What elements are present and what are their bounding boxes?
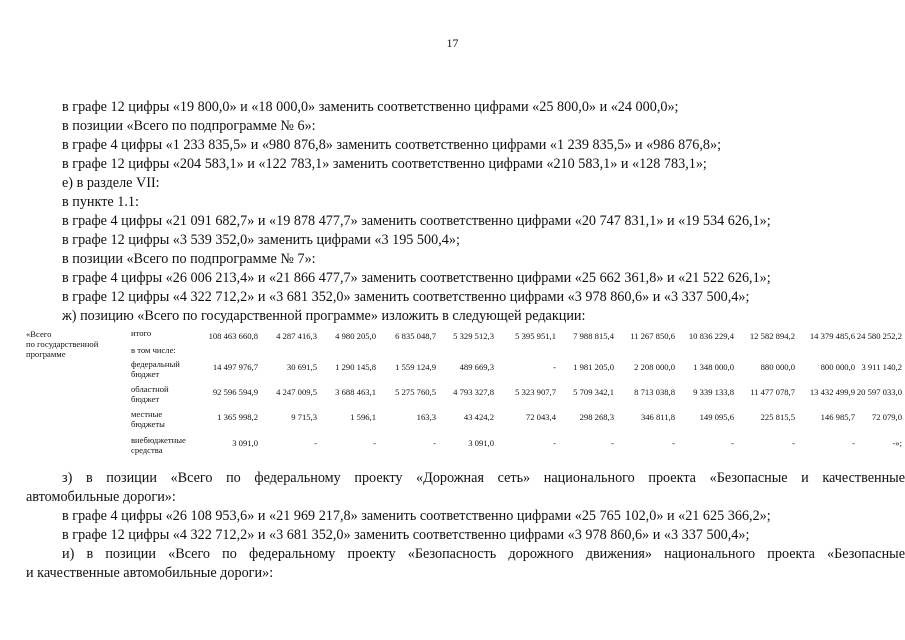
row-label-line: бюджет: [131, 369, 160, 379]
paragraph-line: в графе 12 цифры «4 322 712,2» и «3 681 352,0» заменить соответственно цифрами «3 978 860,6» и «3 337 500,4»;: [62, 527, 750, 543]
row-label-line: итого: [131, 328, 152, 338]
table-cell: 13 432 499,9: [809, 387, 855, 397]
table-cell: 298 268,3: [579, 412, 614, 422]
table-cell: 1 365 998,2: [217, 412, 258, 422]
table-cell: 489 669,3: [459, 362, 494, 372]
table-cell: 72 079,0: [871, 412, 902, 422]
table-cell: 880 000,0: [760, 362, 795, 372]
table-cell: 20 597 033,0: [856, 387, 902, 397]
row-label-line: внебюджетные: [131, 435, 186, 445]
table-cell: -: [373, 438, 376, 448]
table-cell: 92 596 594,9: [212, 387, 258, 397]
table-cell: 2 208 000,0: [634, 362, 675, 372]
paragraph-i: [62, 546, 905, 563]
table-cell: 7 988 815,4: [573, 331, 614, 341]
row-header-line: по государственной: [26, 339, 99, 349]
row-label: [131, 384, 169, 404]
text-line: в позиции «Всего по подпрограмме № 7»:: [62, 251, 316, 267]
table-cell: 9 339 133,8: [693, 387, 734, 397]
row-label: [131, 409, 165, 429]
table-cell: 11 267 850,6: [630, 331, 675, 341]
table-cell: 3 091,0: [232, 438, 258, 448]
page-number: 17: [446, 36, 459, 50]
row-label-line: бюджет: [131, 394, 160, 404]
table-cell: -: [611, 438, 614, 448]
table-cell: 6 835 048,7: [395, 331, 436, 341]
table-cell: 3 688 463,1: [335, 387, 376, 397]
row-label: [131, 345, 176, 355]
table-cell: 3 091,0: [468, 438, 494, 448]
table-cell: -: [553, 438, 556, 448]
row-label-line: федеральный: [131, 359, 180, 369]
table-cell: 108 463 660,8: [208, 331, 258, 341]
table-cell: 1 348 000,0: [693, 362, 734, 372]
row-label-line: областной: [131, 384, 169, 394]
table-cell: 9 715,3: [291, 412, 317, 422]
row-label-line: бюджеты: [131, 419, 165, 429]
row-label-line: местные: [131, 409, 163, 419]
text-line: в графе 12 цифры «204 583,1» и «122 783,1» заменить соответственно цифрами «210 583,1» и «128 783,1»;: [62, 156, 707, 172]
paragraph-line: и качественные автомобильные дороги»:: [26, 565, 274, 581]
table-cell: 225 815,5: [760, 412, 795, 422]
table-cell: 24 580 252,2: [856, 331, 902, 341]
text-line: ж) позицию «Всего по государственной программе» изложить в следующей редакции:: [62, 308, 586, 324]
table-cell: 163,3: [416, 412, 436, 422]
row-label: [131, 328, 151, 338]
text-line: е) в разделе VII:: [62, 175, 160, 191]
row-label-line: в том числе:: [131, 345, 176, 355]
table-cell: -: [672, 438, 675, 448]
table-cell: -: [553, 362, 556, 372]
text-line: в графе 12 цифры «19 800,0» и «18 000,0» заменить соответственно цифрами «25 800,0» и «24 000,0»;: [62, 99, 679, 115]
text-line: в графе 4 цифры «21 091 682,7» и «19 878 477,7» заменить соответственно цифрами «20 747 831,1» и «19 534 626,1»;: [62, 213, 771, 229]
table-cell: 4 247 009,5: [276, 387, 317, 397]
table-cell: 346 811,8: [640, 412, 675, 422]
table-cell: -: [731, 438, 734, 448]
table-cell: 11 477 078,7: [750, 387, 795, 397]
table-cell: 1 596,1: [350, 412, 376, 422]
table-cell: 1 290 145,8: [335, 362, 376, 372]
table-cell: 12 582 894,2: [749, 331, 795, 341]
paragraph-line: з) в позиции «Всего по федеральному проекту «Дорожная сеть» национального проекта «Безопасные и качественные: [62, 470, 905, 486]
text-line: в позиции «Всего по подпрограмме № 6»:: [62, 118, 316, 134]
table-cell: 14 497 976,7: [212, 362, 258, 372]
table-cell: -»;: [892, 438, 902, 448]
text-line: в графе 12 цифры «4 322 712,2» и «3 681 352,0» заменить соответственно цифрами «3 978 860,6» и «3 337 500,4»;: [62, 289, 750, 305]
table-cell: 8 713 038,8: [634, 387, 675, 397]
row-header-line: «Всего: [26, 329, 52, 339]
text-line: в графе 4 цифры «26 006 213,4» и «21 866 477,7» заменить соответственно цифрами «25 662 361,8» и «21 522 626,1»;: [62, 270, 771, 286]
table-cell: 3 911 140,2: [861, 362, 902, 372]
paragraph-z: [62, 470, 905, 487]
table-cell: 4 980 205,0: [335, 331, 376, 341]
table-cell: 14 379 485,6: [809, 331, 855, 341]
table-cell: -: [433, 438, 436, 448]
table-cell: 149 095,6: [699, 412, 734, 422]
table-cell: -: [314, 438, 317, 448]
row-label: [131, 435, 186, 455]
table-cell: 30 691,5: [286, 362, 317, 372]
table-cell: 5 395 951,1: [515, 331, 556, 341]
table-cell: 43 424,2: [463, 412, 494, 422]
row-label: [131, 359, 180, 379]
table-cell: 800 000,0: [820, 362, 855, 372]
paragraph-line: и) в позиции «Всего по федеральному проекту «Безопасность дорожного движения» национального проекта «Безопасные: [62, 546, 905, 562]
row-header-line: программе: [26, 349, 66, 359]
table-cell: 5 709 342,1: [573, 387, 614, 397]
paragraph-line: в графе 4 цифры «26 108 953,6» и «21 969 217,8» заменить соответственно цифрами «25 765 102,0» и «21 625 366,2»;: [62, 508, 771, 524]
table-cell: 4 287 416,3: [276, 331, 317, 341]
table-cell: 5 329 512,3: [453, 331, 494, 341]
table-cell: -: [852, 438, 855, 448]
table-cell: 10 836 229,4: [688, 331, 734, 341]
table-cell: -: [792, 438, 795, 448]
table-cell: 146 985,7: [820, 412, 855, 422]
paragraph-line: автомобильные дороги»:: [26, 489, 176, 505]
table-cell: 1 559 124,9: [395, 362, 436, 372]
table-cell: 5 275 760,5: [395, 387, 436, 397]
text-line: в графе 12 цифры «3 539 352,0» заменить цифрами «3 195 500,4»;: [62, 232, 460, 248]
table-cell: 1 981 205,0: [573, 362, 614, 372]
table-cell: 4 793 327,8: [453, 387, 494, 397]
text-line: в пункте 1.1:: [62, 194, 139, 210]
table-cell: 5 323 907,7: [515, 387, 556, 397]
table-cell: 72 043,4: [525, 412, 556, 422]
text-line: в графе 4 цифры «1 233 835,5» и «980 876,8» заменить соответственно цифрами «1 239 835,5» и «986 876,8»;: [62, 137, 722, 153]
row-label-line: средства: [131, 445, 163, 455]
table-row-header: [26, 329, 98, 359]
